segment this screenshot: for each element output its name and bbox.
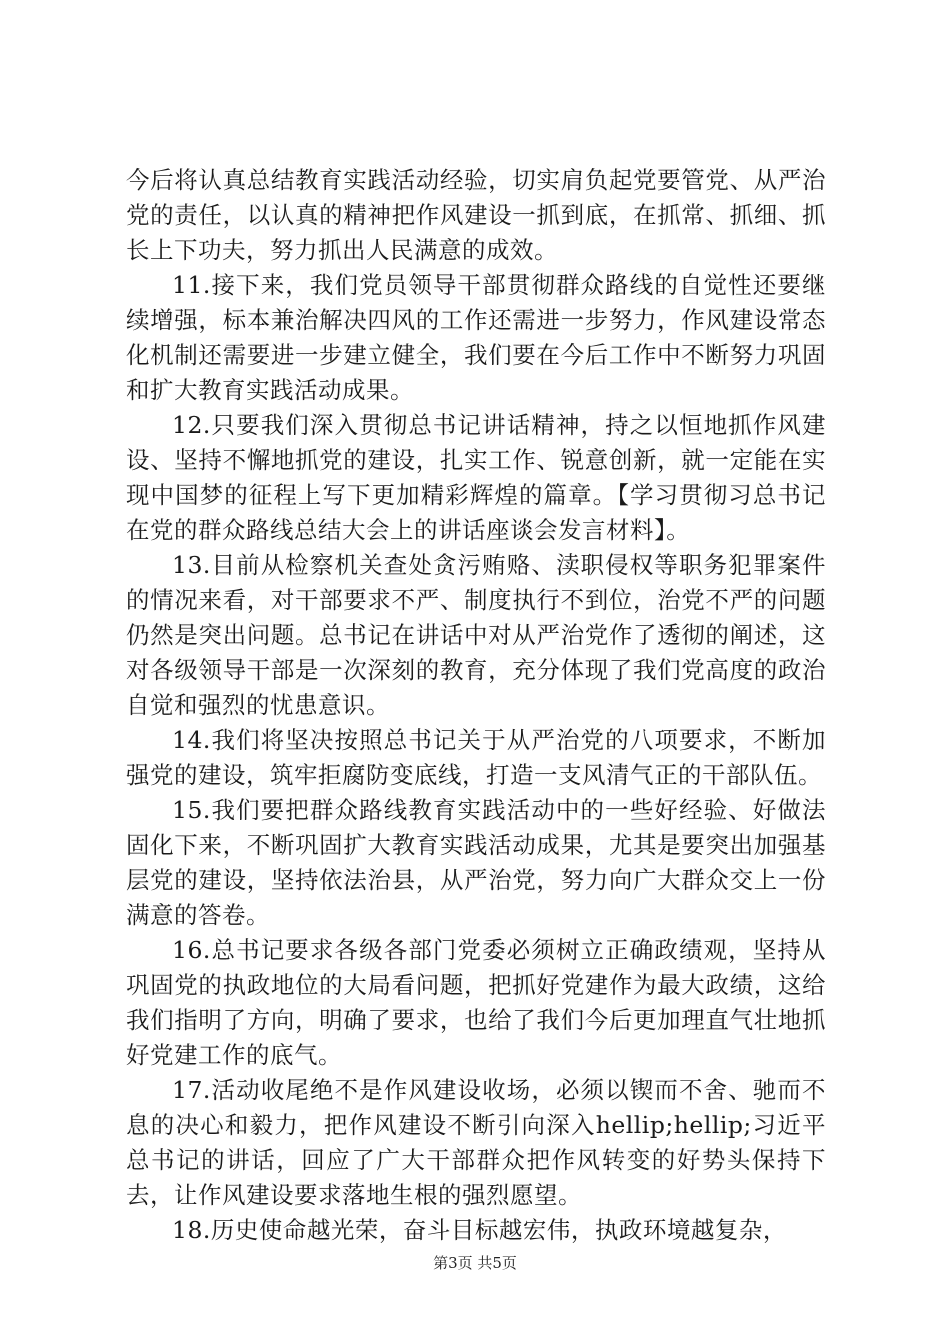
- paragraph-12: 12.只要我们深入贯彻总书记讲话精神，持之以恒地抓作风建设、坚持不懈地抓党的建设，扎实工作、锐意创新，就一定能在实现中国梦的征程上写下更加精彩辉煌的篇章。【学习贯彻习总书记在党的群众路线总结大会上的讲话座谈会发言材料】。: [126, 411, 826, 544]
- paragraph-14: 14.我们将坚决按照总书记关于从严治党的八项要求，不断加强党的建设，筑牢拒腐防变底线，打造一支风清气正的干部队伍。: [126, 726, 826, 789]
- paragraph-16: 16.总书记要求各级各部门党委必须树立正确政绩观，坚持从巩固党的执政地位的大局看问题，把抓好党建作为最大政绩，这给我们指明了方向，明确了要求，也给了我们今后更加理直气壮地抓好党建工作的底气。: [126, 936, 826, 1069]
- paragraph-17: 17.活动收尾绝不是作风建设收场，必须以锲而不舍、驰而不息的决心和毅力，把作风建设不断引向深入hellip;hellip;习近平总书记的讲话，回应了广大干部群众把作风转变的好势头保持下去，让作风建设要求落地生根的强烈愿望。: [126, 1076, 826, 1209]
- page-number: 第3页 共5页: [433, 1254, 517, 1272]
- page-footer: [0, 1253, 950, 1273]
- paragraph-11: 11.接下来，我们党员领导干部贯彻群众路线的自觉性还要继续增强，标本兼治解决四风的工作还需进一步努力，作风建设常态化机制还需要进一步建立健全，我们要在今后工作中不断努力巩固和扩大教育实践活动成果。: [126, 271, 826, 404]
- paragraph-13: 13.目前从检察机关查处贪污贿赂、渎职侵权等职务犯罪案件的情况来看，对干部要求不严、制度执行不到位，治党不严的问题仍然是突出问题。总书记在讲话中对从严治党作了透彻的阐述，这对各级领导干部是一次深刻的教育，充分体现了我们党高度的政治自觉和强烈的忧患意识。: [126, 551, 826, 719]
- paragraph-15: 15.我们要把群众路线教育实践活动中的一些好经验、好做法固化下来，不断巩固扩大教育实践活动成果，尤其是要突出加强基层党的建设，坚持依法治县，从严治党，努力向广大群众交上一份满意的答卷。: [126, 796, 826, 929]
- document-body: [126, 163, 826, 1248]
- paragraph-continuation: 今后将认真总结教育实践活动经验，切实肩负起党要管党、从严治党的责任，以认真的精神把作风建设一抓到底，在抓常、抓细、抓长上下功夫，努力抓出人民满意的成效。: [126, 166, 826, 264]
- paragraph-18: 18.历史使命越光荣，奋斗目标越宏伟，执政环境越复杂，: [172, 1216, 787, 1244]
